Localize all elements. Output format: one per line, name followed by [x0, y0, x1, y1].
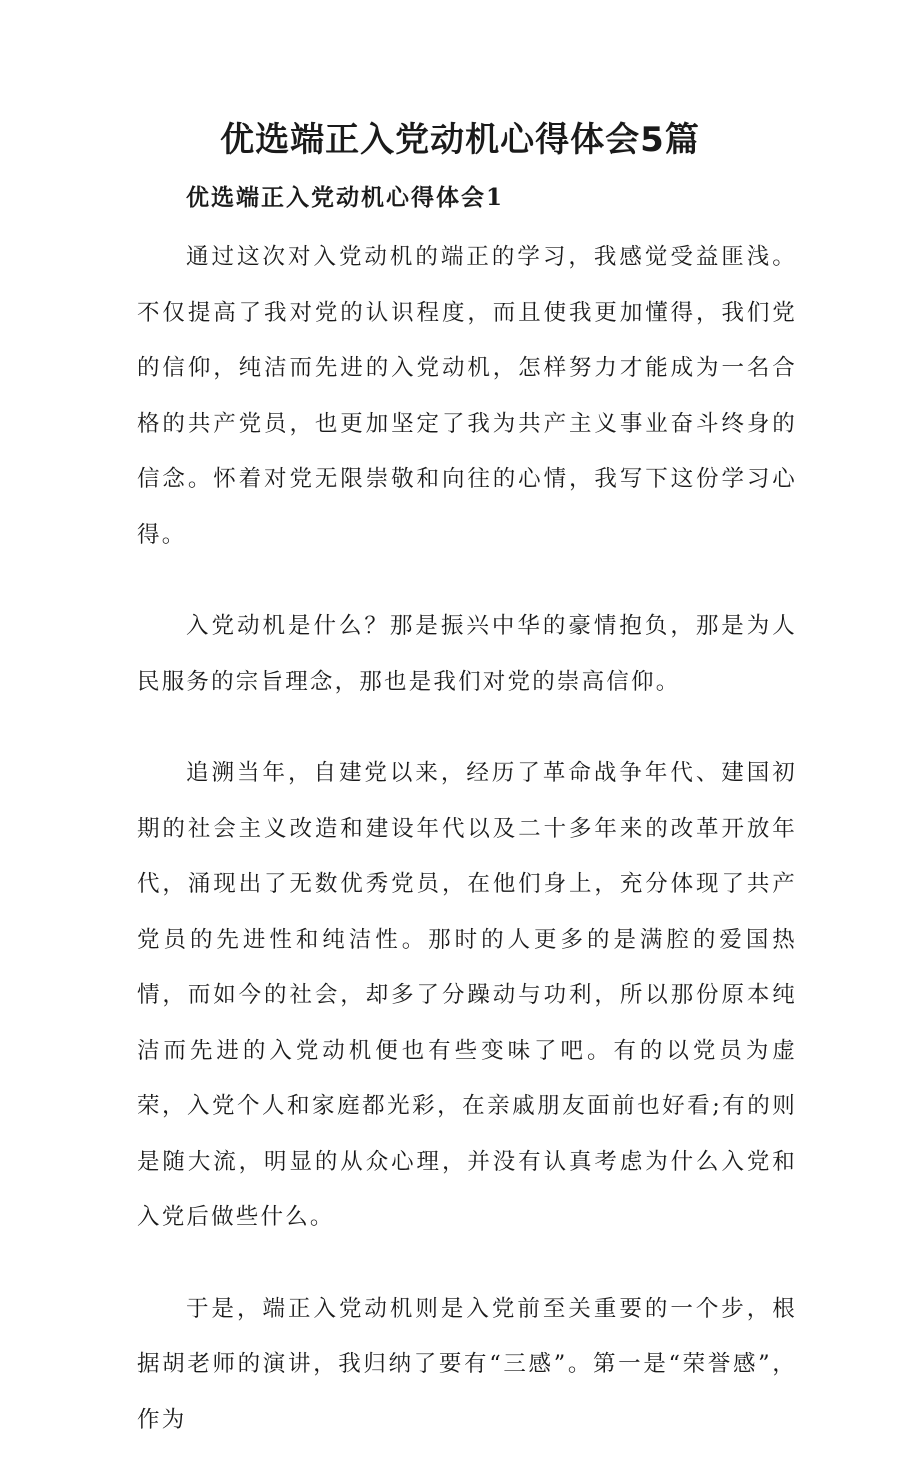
- paragraph-1: 通过这次对入党动机的端正的学习，我感觉受益匪浅。不仅提高了我对党的认识程度，而且使我更加懂得，我们党的信仰，纯洁而先进的入党动机，怎样努力才能成为一名合格的共产党员，也更加坚定了我为共产主义事业奋斗终身的信念。怀着对党无限崇敬和向往的心情，我写下这份学习心得。: [137, 244, 797, 548]
- paragraph-2: 入党动机是什么？那是振兴中华的豪情抱负，那是为人民服务的宗旨理念，那也是我们对党的崇高信仰。: [137, 613, 797, 695]
- paragraph-4: 于是，端正入党动机则是入党前至关重要的一个步，根据胡老师的演讲，我归纳了要有“三感”。第一是“荣誉感”，作为: [137, 1295, 797, 1433]
- paragraph-3: 追溯当年，自建党以来，经历了革命战争年代、建国初期的社会主义改造和建设年代以及二十多年来的改革开放年代，涌现出了无数优秀党员，在他们身上，充分体现了共产党员的先进性和纯洁性。那时的人更多的是满腔的爱国热情，而如今的社会，却多了分躁动与功利，所以那份原本纯洁而先进的入党动机便也有些变味了吧。有的以党员为虚荣，入党个人和家庭都光彩，在亲戚朋友面前也好看;有的则是随大流，明显的从众心理，并没有认真考虑为什么入党和入党后做些什么。: [137, 760, 797, 1230]
- document-body: [137, 230, 797, 1484]
- document-title: 优选端正入党动机心得体会5篇: [220, 120, 700, 160]
- section-heading: 优选端正入党动机心得体会1: [186, 184, 505, 211]
